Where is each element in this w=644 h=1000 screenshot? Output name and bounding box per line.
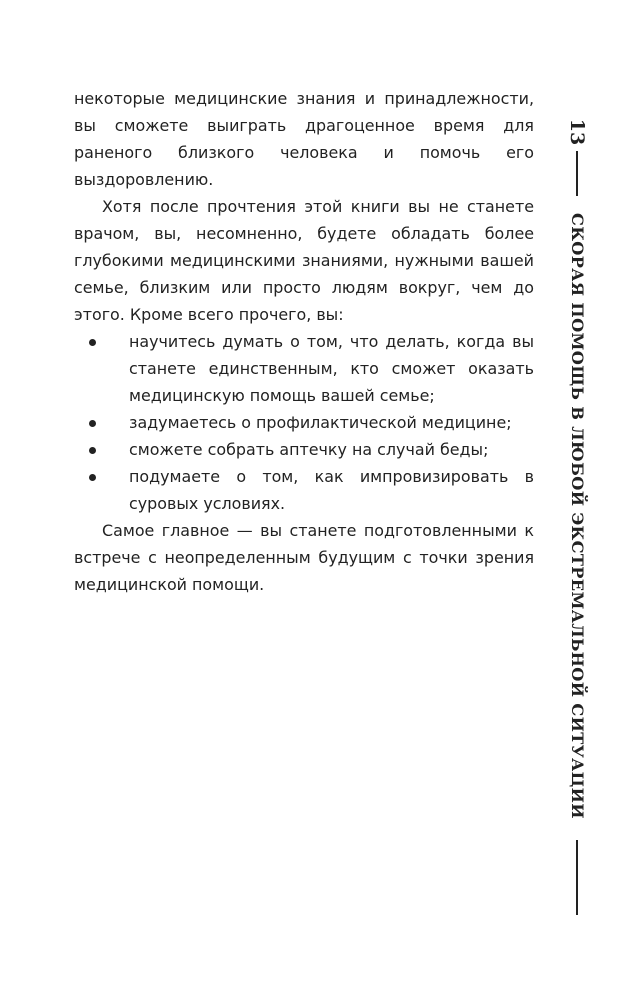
paragraph-continuation: некоторые медицинские знания и принадлежности, вы сможете выиграть драгоценное время для раненого близкого человека и помочь его выздоровлению.	[74, 89, 534, 189]
page-number-text: 13	[566, 118, 589, 146]
paragraph-conclusion: Самое главное — вы станете подготовленными к встрече с неопределенным будущим с точки зрения медицинской помощи.	[74, 521, 534, 594]
bullet-item: научитесь думать о том, что делать, когда вы станете единственным, кто сможет оказать медицинскую помощь вашей семье;	[129, 328, 534, 409]
bullet-list	[74, 328, 534, 517]
side-rule-top	[576, 151, 578, 196]
side-rule-bottom	[576, 840, 578, 915]
page-number	[565, 117, 589, 147]
bullet-item: подумаете о том, как импровизировать в суровых условиях.	[129, 463, 534, 517]
body-text	[74, 85, 534, 598]
bullet-item: сможете собрать аптечку на случай беды;	[129, 436, 534, 463]
paragraph-intro: Хотя после прочтения этой книги вы не станете врачом, вы, несомненно, будете обладать более глубокими медицинскими знаниями, нужными вашей семье, близким или просто людям вокруг, чем до этого. Кроме всего прочего, вы:	[74, 197, 534, 324]
bullet-item: задумаетесь о профилактической медицине;	[129, 409, 534, 436]
running-head: СКОРАЯ ПОМОЩЬ В ЛЮБОЙ ЭКСТРЕМАЛЬНОЙ СИТУАЦИИ	[568, 213, 587, 819]
